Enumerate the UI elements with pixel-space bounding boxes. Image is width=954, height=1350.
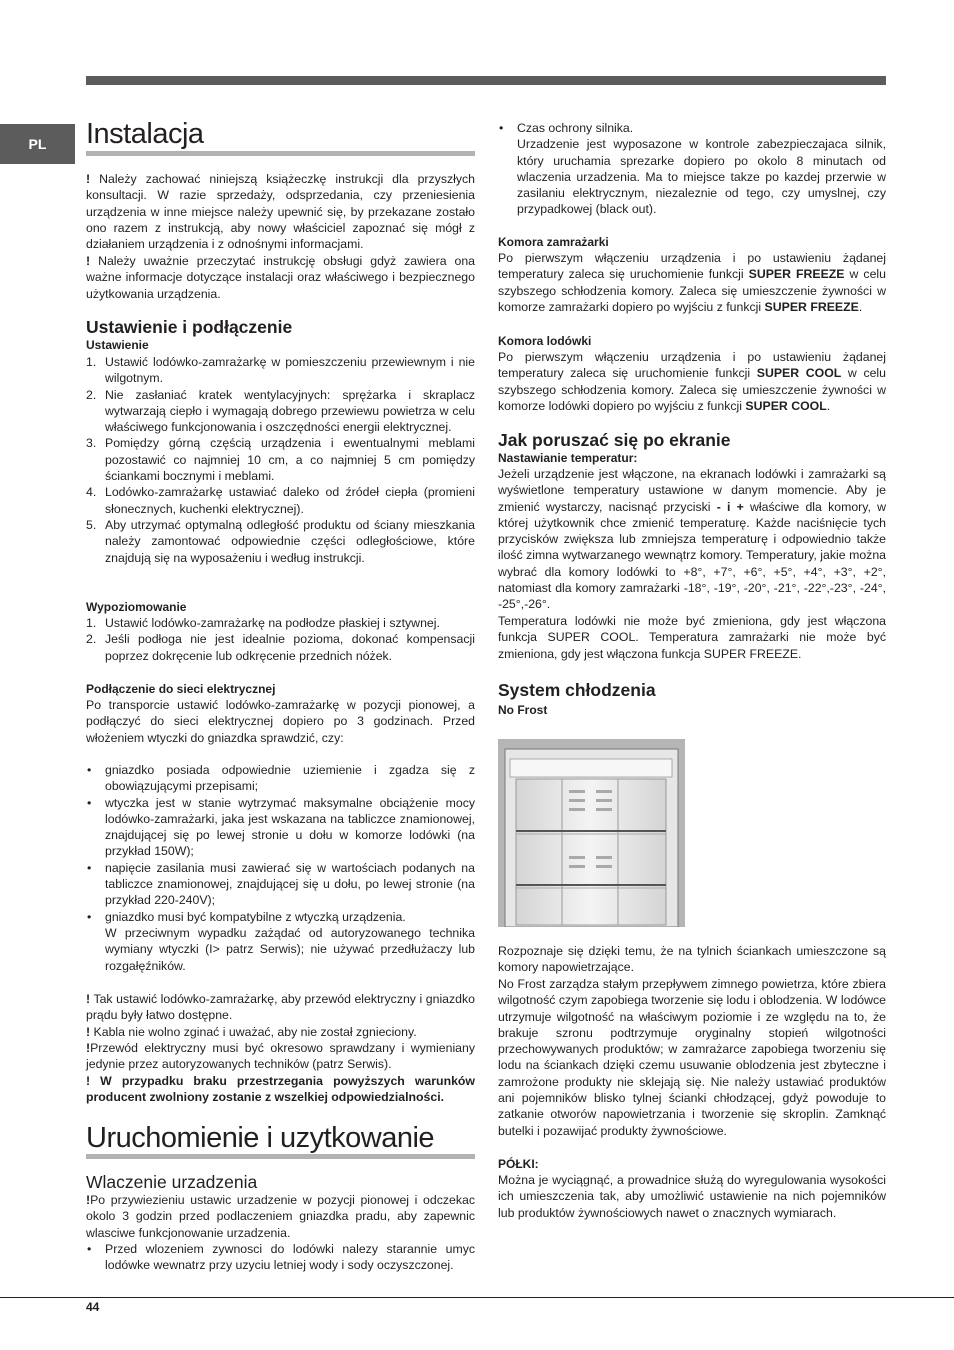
- power-intro: Po transporcie ustawić lodówko-zamrażarkę w pozycji pionowej, a podłączyć do sieci elektrycznej dopiero po 3 godzinach. Przed włożeniem wtyczki do gniazdka sprawdzić, czy:: [86, 698, 475, 745]
- function-name: SUPER COOL: [745, 398, 827, 413]
- list-item-note: W przeciwnym wypadku zażądać od autoryzowanego technika wymiany wtyczki (I> patrz Serwis); nie używać przedłużaczy lub rozgałęźników.: [105, 925, 475, 973]
- title-installation: Instalacja: [86, 118, 204, 150]
- list-item: • gniazdko posiada odpowiednie uziemienie i zgadza się z obowiązującymi przepisami;: [87, 763, 475, 794]
- warning-mark: !: [86, 1074, 91, 1088]
- warning-mark: !: [86, 1193, 91, 1207]
- function-name: SUPER COOL: [756, 366, 842, 381]
- function-name: SUPER FREEZE: [764, 299, 859, 314]
- power-checklist: [86, 762, 475, 974]
- list-item: 2. Jeśli podłoga nie jest idealnie pozioma, dokonać kompensacji poprzez dokręcenie lub odkręcenie przednich nóżek.: [86, 632, 475, 663]
- warning-text: Tak ustawić lodówko-zamrażarkę, aby przewód elektryczny i gniazdko prądu były łatwo dostępne.: [86, 992, 475, 1023]
- warning-text: Kabla nie wolno zginać i uważać, aby nie został zgnieciony.: [93, 1025, 417, 1039]
- warning-keep-manual: [86, 171, 475, 252]
- heading-cooling: System chłodzenia: [498, 680, 656, 700]
- nofrost-text-1: Rozpoznaje się dzięki temu, że na tylnich ściankach umieszczone są komory napowietrzające.: [498, 944, 886, 975]
- warning-mark: !: [86, 172, 91, 186]
- subheading-setup: Ustawienie: [86, 338, 149, 352]
- warning-text: Przewód elektryczny musi być okresowo sprawdzany i wymieniany jedynie przez autoryzowanych techników (patrz Serwis).: [86, 1041, 475, 1072]
- footer-rule: [0, 1297, 954, 1298]
- list-item: 1. Ustawić lodówko-zamrażarkę w pomieszczeniu przewiewnym i nie wilgotnym.: [86, 355, 475, 386]
- heading-setup: Ustawienie i podłączenie: [86, 317, 293, 337]
- subheading-fridge: Komora lodówki: [498, 334, 592, 348]
- temperature-note: Temperatura lodówki nie może być zmieniona, gdy jest włączona funkcja SUPER COOL. Temperatura zamrażarki nie może być zmieniona, gdy jest włączona funkcja SUPER FREEZE.: [498, 614, 886, 661]
- subheading-temperature: Nastawianie temperatur:: [498, 451, 638, 465]
- list-item-note: Urzadzenie jest wyposazone w kontrole zabezpieczajaca silnik, który uruchamia sprezarke dopiero po okolo 8 minutach od wlaczenia urzadzenia. Ma to miejsce takze po kazdej przerwie w zasilaniu elektrycznym, niezaleznie od tego, czy umyslnej, czy przypadkowej (black out).: [517, 137, 886, 217]
- section-installation: [86, 118, 475, 156]
- button-keys: - i +: [716, 499, 744, 514]
- warning-mark: !: [86, 1041, 91, 1055]
- title-rule: [86, 1154, 475, 1159]
- warning-mark: !: [86, 254, 91, 268]
- warning-access: [86, 991, 475, 1024]
- subheading-power: Podłączenie do sieci elektrycznej: [86, 682, 276, 696]
- header-bar: [86, 76, 886, 85]
- motor-protection: [498, 120, 886, 218]
- list-item: • napięcie zasilania musi zawierać się w wartościach podanych na tabliczce znamionowej, znajdującej się u dołu, po lewej stronie (na przykład 220-240V);: [87, 860, 475, 908]
- list-item: 3. Pomiędzy górną częścią urządzenia i ewentualnymi meblami pozostawić co najmniej 10 cm, a co najmniej 5 cm pomiędzy ściankami bocznymi i meblami.: [86, 436, 475, 484]
- section-operation: [86, 1122, 475, 1159]
- subheading-shelves: PÓŁKI:: [498, 1157, 539, 1171]
- switch-on-text: !Po przywiezieniu ustawic urzadzenie w pozycji pionowej i odczekac okolo 3 godzin przed podlaczeniem gniazdka pradu, aby zapewnic wlasciwe funkcjonowanie urzadzenia.: [86, 1193, 475, 1240]
- warning-liability: [86, 1073, 475, 1106]
- fridge-interior-illustration: [498, 739, 685, 927]
- warning-inspection: [86, 1040, 475, 1073]
- heading-switch-on: Wlaczenie urzadzenia: [86, 1172, 258, 1192]
- subheading-nofrost: No Frost: [498, 703, 548, 717]
- warning-text: Należy zachować niniejszą książeczkę instrukcji dla przyszłych konsultacji. W razie sprzedaży, odsprzedania, czy przeniesienia urządzenia w inne miejsce należy upewnić się, by przekazane zostało ono razem z instrukcją, aby nowy właściciel zapoznać się mógł z działaniem urządzenia i z odnośnymi informacjami.: [86, 172, 475, 252]
- language-tab: [0, 124, 75, 164]
- language-code: PL: [28, 136, 47, 152]
- subheading-freezer: Komora zamrażarki: [498, 235, 609, 249]
- title-rule: [86, 151, 475, 156]
- warning-text: W przypadku braku przestrzegania powyższych warunków producent zwolniony zostanie z wszelkiej odpowiedzialności.: [86, 1074, 475, 1105]
- warning-mark: !: [86, 992, 91, 1006]
- heading-screen: Jak poruszać się po ekranie: [498, 430, 731, 450]
- list-item: • Czas ochrony silnika.: [499, 121, 634, 135]
- fridge-interior-drawing: [498, 739, 685, 927]
- page-number: 44: [86, 1300, 100, 1314]
- setup-list: [86, 354, 475, 566]
- list-item: 2. Nie zasłaniać kratek wentylacyjnych: sprężarka i skraplacz wytwarzają ciepło i wymagają dobrego przewiewu powietrza w celu właściwego funkcjonowania i oszczędności energii elektrycznej.: [86, 387, 475, 435]
- function-name: SUPER FREEZE: [748, 267, 845, 282]
- list-item: 5. Aby utrzymać optymalną odległość produktu od ściany mieszkania należy zamontować odpowiednie części odległościowe, które znajdują się na wyposażeniu i według instrukcji.: [86, 517, 475, 565]
- nofrost-text-2: No Frost zarządza stałym przepływem zimnego powietrza, które zbiera wilgotność czym zapobiega tworzenie się lodu i oblodzenia. W lodówce utrzymuje wilgotność na właściwym poziomie i ze względu na to, że brakuje szronu podtrzymuje oryginalny stopień wilgotności przechowywanych produktów; w zamrażarce zapobiega tworzeniu się lodu na ściankach dzięki czemu usuwanie oblodzenia jest zbyteczne i zamrożone produkty nie sklejają się. Nie należy ustawiać produktów ani pojemników blisko tylnej ścianki chłodzącej, gdyż powoduje to zatkanie otworów napowietrzania i tworzenie się skroplin. Zamknąć butelki i pozawijać produkty żywnościowe.: [498, 977, 886, 1138]
- subheading-leveling: Wypoziomowanie: [86, 600, 187, 614]
- warning-text: Należy uważnie przeczytać instrukcję obsługi gdyż zawiera ona ważne informacje dotyczące instalacji oraz właściwego i bezpiecznego użytkowania urządzenia.: [86, 254, 475, 301]
- warning-cable: [86, 1024, 475, 1040]
- list-item: • gniazdko musi być kompatybilne z wtyczką urządzenia.: [87, 909, 406, 924]
- freezer-text: Po pierwszym włączeniu urządzenia i po ustawieniu żądanej temperatury zaleca się uruchomienie funkcji SUPER FREEZE w celu szybszego schłodzenia komory. Zaleca się umieszczenie żywności w komorze zamrażarki dopiero po wyjściu z funkcji SUPER FREEZE.: [498, 251, 886, 314]
- list-item: • wtyczka jest w stanie wytrzymać maksymalne obciążenie mocy lodówko-zamrażarki, jaka jest wskazana na tabliczce znamionowej, znajdującej się po lewej stronie u dołu w komorze lodówki (na przykład 150W);: [87, 795, 475, 859]
- warning-mark: !: [86, 1025, 91, 1039]
- leveling-list: [86, 615, 475, 664]
- switch-on-list: [86, 1241, 475, 1274]
- fridge-text: Po pierwszym włączeniu urządzenia i po ustawieniu żądanej temperatury zaleca się uruchomienie funkcji SUPER COOL w celu szybszego schłodzenia komory. Zaleca się umieszczenie żywności w komorze lodówki dopiero po wyjściu z funkcji SUPER COOL.: [498, 350, 886, 413]
- list-item: • Przed wlozeniem zywnosci do lodówki nalezy starannie umyc lodówke wewnatrz przy uzyciu letniej wody i sody oczyszczonej.: [87, 1242, 475, 1273]
- list-item: 4. Lodówko-zamrażarkę ustawiać daleko od źródeł ciepła (promieni słonecznych, kuchenki elektrycznej).: [86, 485, 475, 516]
- temperature-text: Jeżeli urządzenie jest włączone, na ekranach lodówki i zamrażarki są wyświetlone temperatury ustawione w danym momencie. Aby je zmienić wystarczy, nacisnąć przyciski - i + właściwe dla komory, w której użytkownik chce zmienić temperaturę. Każde naciśnięcie tych przycisków zwiększa lub zmniejsza temperaturę i odpowiednio także ilość zimna wytwarzanego wewnątrz komory. Temperatury, jakie można wybrać dla komory lodówki to +8°, +7°, +6°, +5°, +4°, +3°, +2°, natomiast dla komory zamrażarki -18°, -19°, -20°, -21°, -22°,-23°, -24°, -25°,-26°.: [498, 467, 886, 612]
- title-operation: Uruchomienie i uzytkowanie: [86, 1122, 435, 1154]
- warning-read-manual: [86, 253, 475, 302]
- shelves-text: Można je wyciągnąć, a prowadnice służą do wyregulowania wysokości ich umieszczenia tak, aby umożliwić ustawienie na nich pojemników lub produktów żywnościowych nawet o znacznych wymiarach.: [498, 1173, 886, 1220]
- list-item: 1. Ustawić lodówko-zamrażarkę na podłodze płaskiej i sztywnej.: [86, 616, 440, 630]
